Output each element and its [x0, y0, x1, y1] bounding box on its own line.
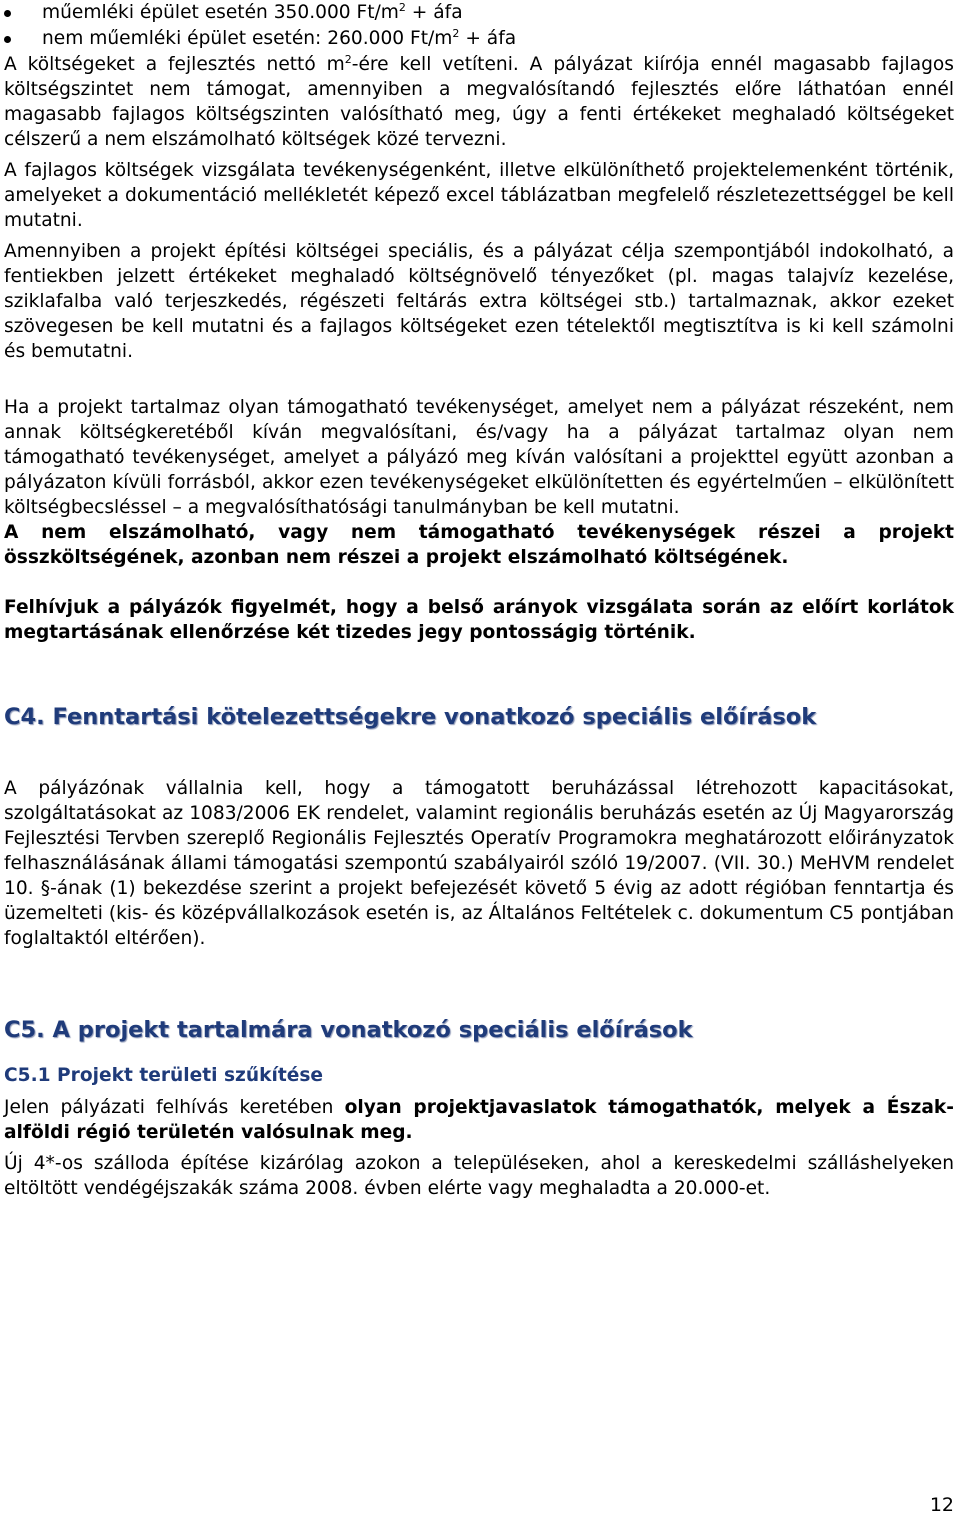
maintenance-obligation-paragraph: A pályázónak vállalnia kell, hogy a támogatott beruházással létrehozott kapacitásokat, szolgáltatásokat az 1083/2006 EK rendelet, valamint regionális beruházás esetén az Új Magyarország Fejlesztési Tervben szereplő Regionális Fejlesztés Operatív Programokra meghatározott előirányzatok felhasználásának állami támogatási szempontú szabályairól szóló 19/2007. (VII. 30.) MeHVM rendelet 10. §-ának (1) bekezdése szerint a projekt befejezését követő 5 évig az adott régióban fenntartja és üzemelteti (kis- és középvállalkozások esetén is, az Általános Feltételek c. dokumentum C5 pontjában foglaltaktól eltérően).	[4, 778, 954, 949]
internal-ratio-notice: Felhívjuk a pályázók figyelmét, hogy a belső arányok vizsgálata során az előírt korlátok megtartásának ellenőrzése két tizedes jegy pontosságig történik.	[4, 597, 954, 643]
page-number: 12	[929, 1494, 954, 1516]
non-eligible-activities-paragraph: Ha a projekt tartalmaz olyan támogatható tevékenységet, amelyet nem a pályázat részeként, nem annak költségkeretéből kíván megvalósítani, és/vagy ha a pályázat tartalmaz olyan nem támogatható tevékenységet, amelyet a pályázó meg kíván valósítani a projekttel együtt azonban a pályázaton kívüli forrásból, akkor ezen tevékenységeket elkülönítetten és egyértelműen – elkülönített költségbecsléssel – a megvalósíthatósági tanulmányban be kell mutatni.	[4, 397, 954, 518]
subsection-heading-c5-1: C5.1 Projekt területi szűkítése	[4, 1065, 324, 1086]
section-heading-c4: C4. Fenntartási kötelezettségekre vonatkozó speciális előírások	[4, 704, 817, 730]
non-eligible-bold-paragraph: A nem elszámolható, vagy nem támogatható tevékenységek részei a projekt összköltségének, azonban nem részei a projekt elszámolható költségének.	[4, 522, 954, 568]
bullet-icon	[4, 10, 11, 17]
list-item: műemléki épület esetén 350.000 $Ft/m^2$ + áfa	[4, 0, 954, 26]
list-item: nem műemléki épület esetén: 260.000 $Ft/m^2$ + áfa	[4, 26, 954, 52]
special-costs-paragraph: Amennyiben a projekt építési költségei speciális, és a pályázat célja szempontjából indokolható, a fentiekben jelzett értékeket meghaladó költségnövelő tényezőket (pl. magas talajvíz kezelése, sziklafalba való terjeszkedés, régészeti feltárás extra költségei stb.) tartalmaznak, akkor ezeket szövegesen be kell mutatni és a fajlagos költségeket ezen tételektől megtisztítva is ki kell számolni és bemutatni.	[4, 241, 954, 362]
cost-projection-paragraph: A költségeket a fejlesztés nettó $m^2$-ére kell vetíteni. A pályázat kiírója ennél magasabb fajlagos költségszintet nem támogat, amennyiben a megvalósítandó fejlesztés előre láthatóan ennél magasabb fajlagos költségszinten valósítható meg, úgy a fenti értékeket meghaladó költségeket célszerű a nem elszámolható költségek közé tervezni.	[4, 52, 954, 150]
hotel-construction-paragraph: Új 4*-os szálloda építése kizárólag azokon a településeken, ahol a kereskedelmi szálláshelyeken eltöltött vendégéjszakák száma 2008. évben elérte vagy meghaladta a 20.000-et.	[4, 1153, 954, 1199]
bullet-icon	[4, 36, 11, 43]
price-bullet-list	[4, 0, 954, 52]
unit-cost-paragraph: A fajlagos költségek vizsgálata tevékenységenként, illetve elkülöníthető projektelemenként történik, amelyeket a dokumentáció mellékletét képező excel táblázatban megfelelő részletezettséggel be kell mutatni.	[4, 160, 954, 231]
document-page	[4, 0, 954, 1201]
region-restriction-paragraph: Jelen pályázati felhívás keretében olyan projektjavaslatok támogathatók, melyek a Észak-alföldi régió területén valósulnak meg.	[4, 1097, 954, 1143]
section-heading-c5: C5. A projekt tartalmára vonatkozó speciális előírások	[4, 1017, 693, 1043]
